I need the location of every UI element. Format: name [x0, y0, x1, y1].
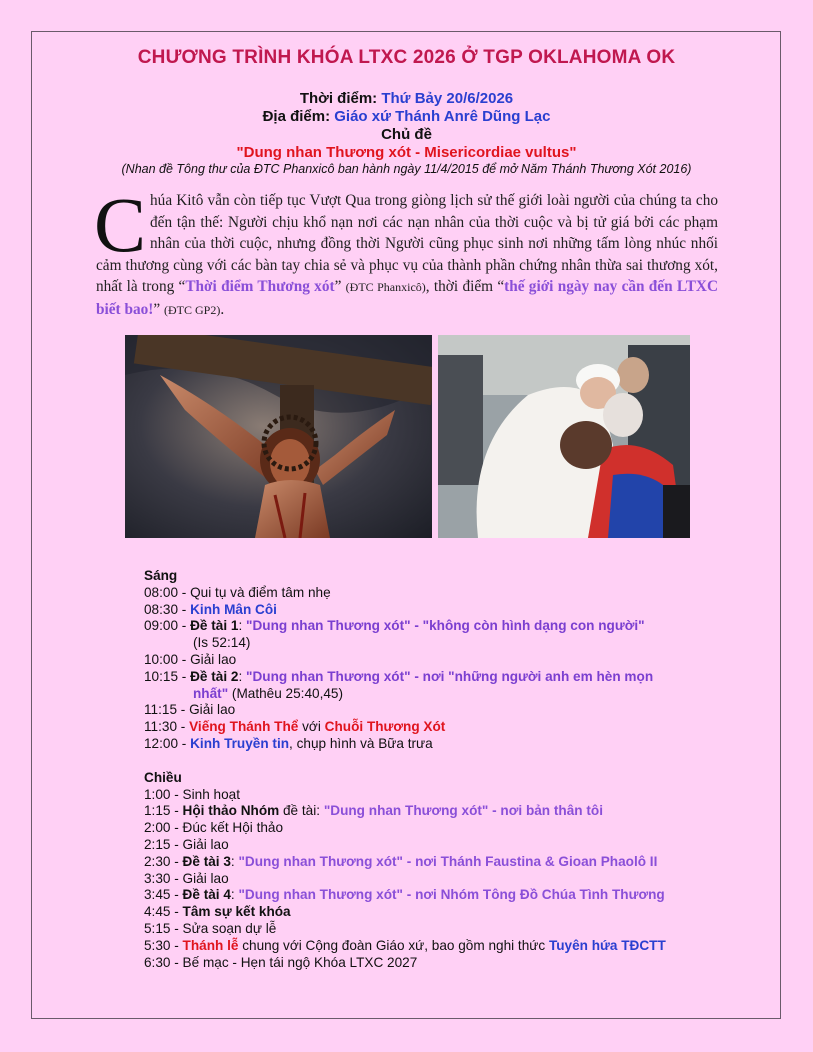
time: 6:30 -: [144, 954, 183, 970]
intro-text: .: [220, 300, 225, 318]
schedule-row: [144, 837, 744, 854]
schedule-row: [144, 803, 744, 820]
topic: "Dung nhan Thương xót" - "không còn hình dạng con người": [246, 618, 645, 634]
activity: Chuỗi Thương Xót: [324, 719, 446, 735]
time: 1:00 -: [144, 786, 183, 802]
schedule-row: [144, 871, 744, 888]
intro-paragraph: [94, 181, 718, 322]
sep: :: [238, 668, 247, 684]
time: 5:30 -: [144, 937, 183, 953]
schedule-row: [144, 585, 744, 602]
time: 3:45 -: [144, 887, 183, 903]
activity: Giải lao: [182, 870, 229, 886]
activity: Sửa soạn dự lễ: [182, 920, 277, 936]
schedule-row: [144, 719, 744, 736]
schedule-row: [144, 669, 744, 686]
schedule-row: [144, 652, 744, 669]
schedule-row: [144, 904, 744, 921]
activity: Đúc kết Hội thảo: [182, 820, 284, 836]
activity: Thánh lễ: [182, 937, 239, 953]
theme-note: (Nhan đề Tông thư của ĐTC Phanxicô ban hành ngày 11/4/2015 để mở Năm Thánh Thương Xót 2016): [121, 162, 692, 176]
sep: :: [230, 853, 239, 869]
time: 11:30 -: [144, 719, 190, 735]
place-value: Giáo xứ Thánh Anrê Dũng Lạc: [334, 108, 551, 125]
schedule-row: [144, 787, 744, 804]
schedule-row: [144, 938, 744, 955]
time: 2:30 -: [144, 853, 183, 869]
theme-label: Chủ đề: [381, 126, 432, 143]
theme-value: "Dung nhan Thương xót - Misericordiae vultus": [236, 144, 577, 161]
intro-highlight-1: Thời điểm Thương xót: [185, 278, 335, 296]
place-label: Địa điểm:: [262, 108, 331, 125]
topic: "Dung nhan Thương xót" - nơi Nhóm Tông Đồ Chúa Tình Thương: [238, 887, 665, 903]
time: 10:00 -: [144, 651, 191, 667]
activity: Sinh hoạt: [182, 786, 240, 802]
topic-label: Đề tài 3: [182, 853, 231, 869]
schedule-row: [144, 820, 744, 837]
schedule-row: [144, 602, 744, 619]
ref: (Mathêu 25:40,45): [228, 685, 344, 701]
intro-text: , thời điểm “: [425, 278, 505, 296]
afternoon-heading: Chiều: [144, 769, 182, 785]
schedule-row: [144, 955, 744, 972]
activity: Giải lao: [189, 702, 236, 718]
sep: :: [238, 618, 247, 634]
schedule-row: [144, 618, 744, 635]
time: 10:15 -: [144, 668, 191, 684]
time-label: Thời điểm:: [299, 90, 378, 107]
drop-cap: C: [94, 181, 147, 268]
activity: Kinh Mân Côi: [190, 601, 277, 617]
activity: Bế mạc - Hẹn tái ngộ Khóa LTXC 2027: [182, 954, 418, 970]
topic-label: Đề tài 4: [182, 887, 231, 903]
schedule: [144, 568, 744, 971]
time: 1:15 -: [144, 803, 183, 819]
time: 08:30 -: [144, 601, 191, 617]
activity: Viếng Thánh Thể: [189, 719, 299, 735]
time: 08:00 -: [144, 584, 191, 600]
event-place: [0, 108, 813, 125]
sep: với: [298, 719, 325, 735]
time: 11:15 -: [144, 702, 190, 718]
intro-text: ”: [153, 300, 164, 318]
topic: nhất": [193, 685, 229, 701]
topic-label: Hội thảo Nhóm: [182, 803, 280, 819]
sep: đề tài:: [279, 803, 324, 819]
schedule-row: [144, 887, 744, 904]
time: 3:30 -: [144, 870, 183, 886]
activity: chung với Cộng đoàn Giáo xứ, bao gồm nghi thức: [238, 937, 549, 953]
pope-embrace-photo: [438, 335, 690, 538]
intro-text: ”: [334, 278, 346, 296]
page-title: CHƯƠNG TRÌNH KHÓA LTXC 2026 Ở TGP OKLAHOMA OK: [137, 47, 676, 68]
schedule-row-cont: (Is 52:14): [193, 635, 251, 651]
activity: Giải lao: [190, 651, 237, 667]
topic-label: Đề tài 1: [190, 618, 239, 634]
intro-highlight-2: thế giới ngày nay cần đến LTXC biết bao!: [96, 278, 718, 318]
schedule-row: [144, 702, 744, 719]
activity: Kinh Truyền tin: [190, 735, 290, 751]
crucifixion-photo: [125, 335, 432, 538]
schedule-row-cont: [144, 686, 744, 703]
schedule-row: [144, 921, 744, 938]
topic: "Dung nhan Thương xót" - nơi bản thân tôi: [323, 803, 603, 819]
activity: Tuyên hứa TĐCTT: [548, 937, 666, 953]
activity: Qui tụ và điểm tâm nhẹ: [190, 584, 331, 600]
sep: :: [230, 887, 239, 903]
intro-source-2: (ĐTC GP2): [164, 302, 221, 317]
activity: Tâm sự kết khóa: [182, 904, 291, 920]
morning-heading: Sáng: [144, 568, 178, 583]
activity: Giải lao: [182, 836, 229, 852]
time: 12:00 -: [144, 735, 191, 751]
intro-source-1: (ĐTC Phanxicô): [345, 280, 426, 295]
time: 5:15 -: [144, 920, 183, 936]
topic: "Dung nhan Thương xót" - nơi "những người anh em hèn mọn: [246, 668, 654, 684]
topic: "Dung nhan Thương xót" - nơi Thánh Faustina & Gioan Phaolô II: [238, 853, 658, 869]
time-value: Thứ Bảy 20/6/2026: [381, 90, 514, 107]
intro-text: húa Kitô vẫn còn tiếp tục Vượt Qua trong giòng lịch sử thế giới loài người của chúng ta cho đến tận thế: Người chịu khổ nạn nơi các nạn nhân của thời cuộc và bị tử giá bởi các phạm nhân của thời cuộc, nhưng đồng thời Người cũng phục sinh nơi những tấm lòng nhúc nhối cảm thương cùng với các bàn tay chia sẻ và phục vụ của thành phần chứng nhân thừa sai thương xót, nhất là trong “: [96, 192, 718, 296]
time: 2:00 -: [144, 820, 183, 836]
activity: , chụp hình và Bữa trưa: [289, 735, 433, 751]
time: 4:45 -: [144, 904, 183, 920]
schedule-row: [144, 736, 744, 753]
event-time: [0, 90, 813, 107]
time: 2:15 -: [144, 836, 183, 852]
time: 09:00 -: [144, 618, 191, 634]
schedule-row: [144, 854, 744, 871]
topic-label: Đề tài 2: [190, 668, 239, 684]
